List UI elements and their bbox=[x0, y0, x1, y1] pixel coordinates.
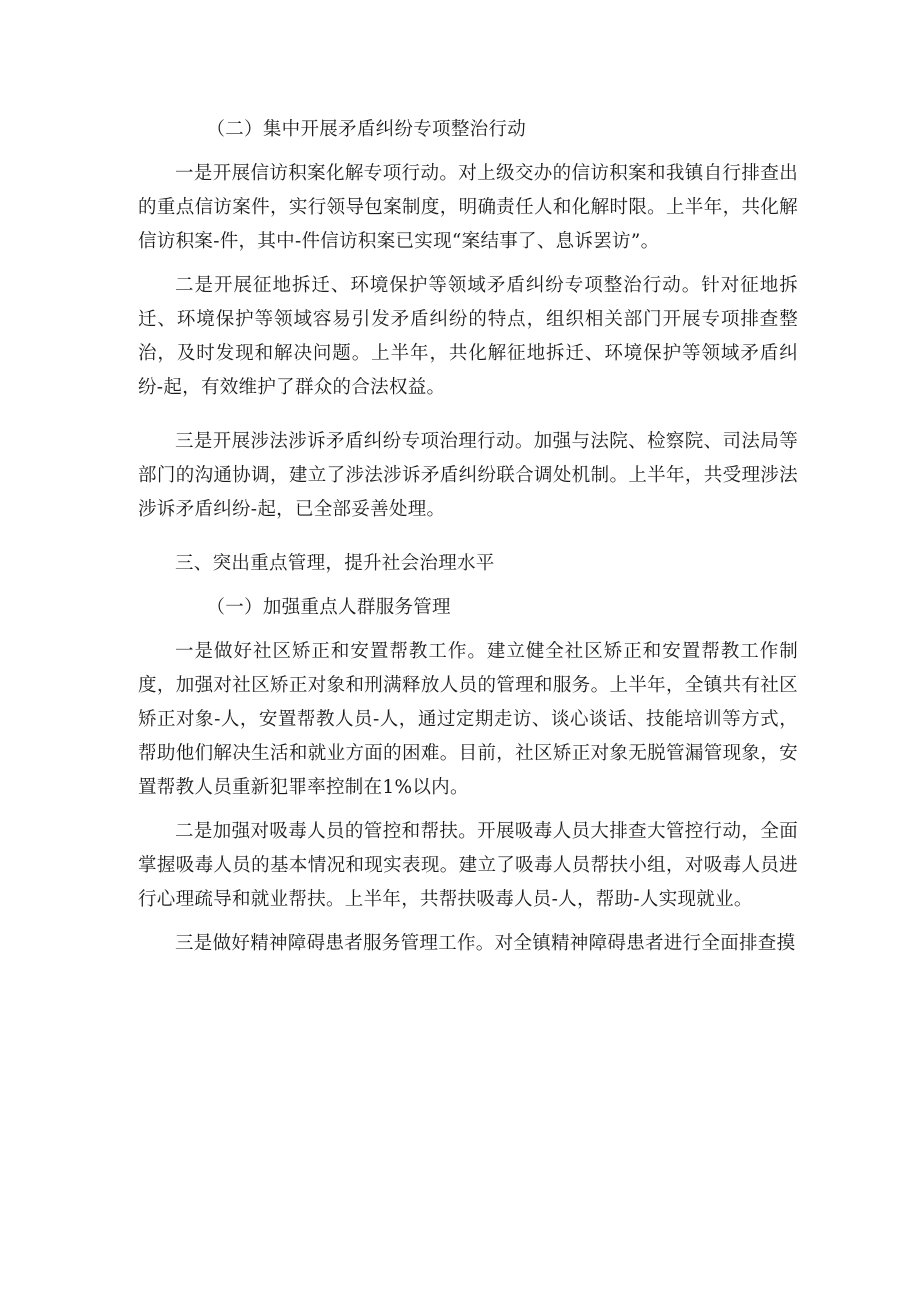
sub-1-heading: （一）加强重点人群服务管理 bbox=[206, 597, 451, 618]
paragraph-community-correction: 一是做好社区矫正和安置帮教工作。建立健全社区矫正和安置帮教工作制度，加强对社区矫正对象和刑满释放人员的管理和服务。上半年，全镇共有社区矫正对象-人，安置帮教人员-人，通过定期走访、谈心谈话、技能培训等方式，帮助他们解决生活和就业方面的困难。目前，社区矫正对象无脱管漏管现象，安置帮教人员重新犯罪率控制在1%以内。 bbox=[138, 641, 798, 798]
paragraph-land-environment: 二是开展征地拆迁、环境保护等领域矛盾纠纷专项整治行动。针对征地拆迁、环境保护等领域容易引发矛盾纠纷的特点，组织相关部门开展专项排查整治，及时发现和解决问题。上半年，共化解征地拆迁、环境保护等领域矛盾纠纷-起，有效维护了群众的合法权益。 bbox=[138, 275, 798, 398]
section-2-heading: （二）集中开展矛盾纠纷专项整治行动 bbox=[206, 119, 527, 140]
paragraph-drug-users: 二是加强对吸毒人员的管控和帮扶。开展吸毒人员大排查大管控行动，全面掌握吸毒人员的基本情况和现实表现。建立了吸毒人员帮扶小组，对吸毒人员进行心理疏导和就业帮扶。上半年，共帮扶吸毒人员-人，帮助-人实现就业。 bbox=[138, 821, 798, 910]
document-page bbox=[138, 113, 798, 961]
section-3-heading: 三、突出重点管理，提升社会治理水平 bbox=[175, 553, 495, 574]
paragraph-legal-disputes: 三是开展涉法涉诉矛盾纠纷专项治理行动。加强与法院、检察院、司法局等部门的沟通协调，建立了涉法涉诉矛盾纠纷联合调处机制。上半年，共受理涉法涉诉矛盾纠纷-起，已全部妥善处理。 bbox=[138, 431, 798, 520]
paragraph-mental-health: 三是做好精神障碍患者服务管理工作。对全镇精神障碍患者进行全面排查摸 bbox=[175, 933, 796, 954]
paragraph-petition-backlog: 一是开展信访积案化解专项行动。对上级交办的信访积案和我镇自行排查出的重点信访案件，实行领导包案制度，明确责任人和化解时限。上半年，共化解信访积案-件，其中-件信访积案已实现“案结事了、息诉罢访”。 bbox=[138, 163, 798, 252]
